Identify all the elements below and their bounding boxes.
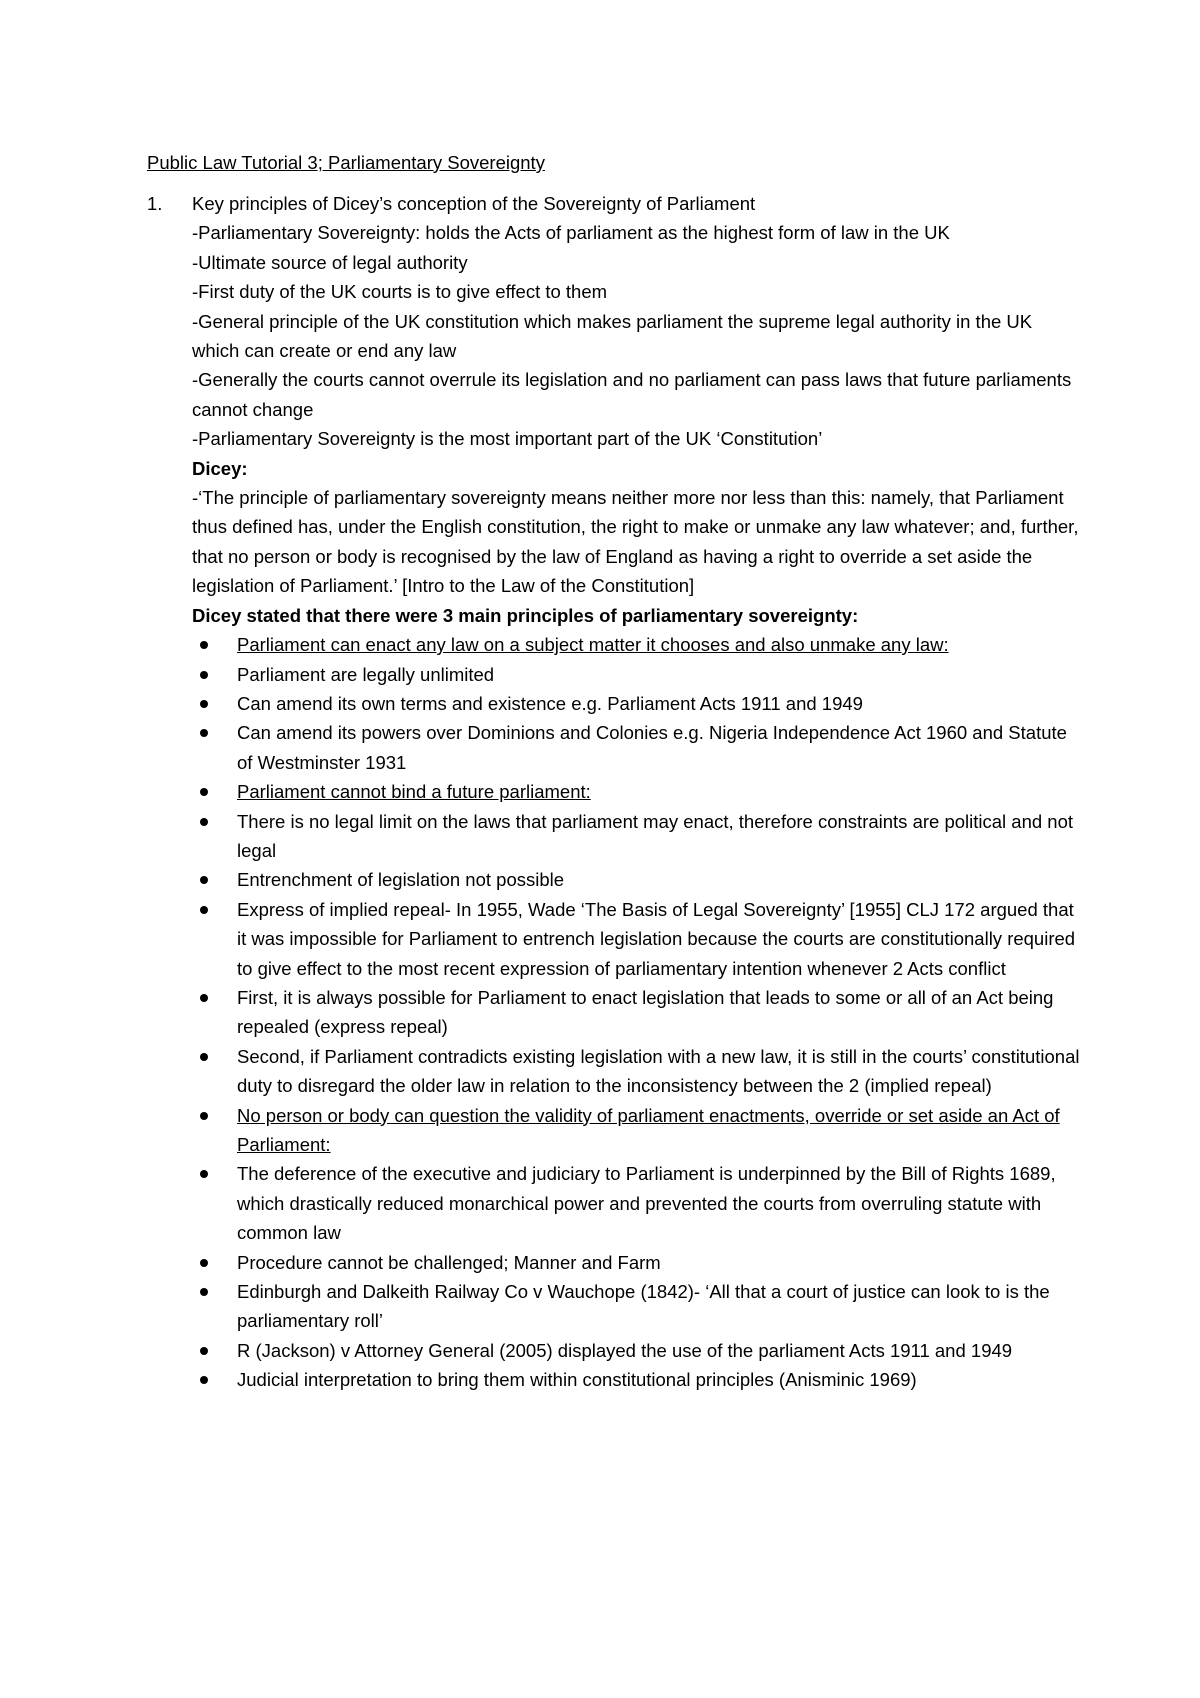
intro-line-4: -General principle of the UK constitution which makes parliament the supreme legal authority in the UK which can create or end any law [192, 310, 1033, 362]
bullet-icon [200, 729, 208, 737]
bullet-text: Second, if Parliament contradicts existing legislation with a new law, it is still in the courts’ constitutional duty to disregard the older law in relation to the inconsistency between the 2 (implied repeal) [237, 1045, 1080, 1097]
bullet-text: Entrenchment of legislation not possible [237, 869, 565, 891]
list-item [192, 1277, 1080, 1336]
bullet-text: Parliament are legally unlimited [237, 663, 495, 685]
intro-line-3: -First duty of the UK courts is to give effect to them [192, 281, 608, 303]
bullet-text: Judicial interpretation to bring them within constitutional principles (Anisminic 1969) [237, 1369, 917, 1391]
question-number: 1. [147, 193, 163, 214]
intro-line-6: -Parliamentary Sovereignty is the most important part of the UK ‘Constitution’ [192, 428, 823, 450]
list-item [192, 807, 1080, 866]
intro-line-2: -Ultimate source of legal authority [192, 251, 468, 273]
dicey-heading: Dicey: [192, 457, 248, 479]
list-item [192, 718, 1080, 777]
bullet-icon [200, 1112, 208, 1120]
principles-list [192, 630, 1080, 1395]
list-item [192, 1336, 1080, 1365]
bullet-text: The deference of the executive and judiciary to Parliament is underpinned by the Bill of Rights 1689, which drastically reduced monarchical power and prevented the courts from overruling statute with common law [237, 1163, 1056, 1244]
bullet-icon [200, 1170, 208, 1178]
bullet-icon [200, 641, 208, 649]
bullet-text: Edinburgh and Dalkeith Railway Co v Wauchope (1842)- ‘All that a court of justice can look to is the parliamentary roll’ [237, 1281, 1050, 1332]
bullet-icon [200, 906, 208, 914]
bullet-text: Can amend its powers over Dominions and Colonies e.g. Nigeria Independence Act 1960 and Statute of Westminster 1931 [237, 722, 1067, 773]
bullet-icon [200, 700, 208, 708]
bullet-icon [200, 671, 208, 679]
intro-line-1: -Parliamentary Sovereignty: holds the Acts of parliament as the highest form of law in the UK [192, 222, 950, 244]
principle-heading-3: No person or body can question the validity of parliament enactments, override or set aside an Act of Parliament: [237, 1104, 1060, 1155]
list-item [192, 865, 1080, 894]
bullet-text: First, it is always possible for Parliament to enact legislation that leads to some or all of an Act being repealed (express repeal) [237, 986, 1054, 1038]
list-item [192, 1159, 1080, 1247]
document-title: Public Law Tutorial 3; Parliamentary Sovereignty [147, 152, 545, 173]
list-item [192, 660, 1080, 689]
question-block [147, 189, 1080, 1395]
bullet-icon [200, 1347, 208, 1355]
bullet-icon [200, 1053, 208, 1061]
bullet-icon [200, 1376, 208, 1384]
list-item [192, 1101, 1080, 1160]
bullet-icon [200, 876, 208, 884]
list-item [192, 777, 1080, 806]
bullet-text: Express of implied repeal- In 1955, Wade ‘The Basis of Legal Sovereignty’ [1955] CLJ 172 argued that it was impossible for Parliament to entrench legislation because the courts are constitutionally required to give effect to the most recent expression of parliamentary intention whenever 2 Acts conflict [237, 898, 1076, 979]
principles-heading: Dicey stated that there were 3 main principles of parliamentary sovereignty: [192, 604, 859, 626]
list-item [192, 1365, 1080, 1394]
bullet-text: R (Jackson) v Attorney General (2005) displayed the use of the parliament Acts 1911 and 1949 [237, 1339, 1013, 1361]
list-item [192, 1248, 1080, 1277]
bullet-icon [200, 994, 208, 1002]
list-item [192, 1042, 1080, 1101]
bullet-icon [200, 818, 208, 826]
bullet-text: Procedure cannot be challenged; Manner and Farm [237, 1251, 661, 1273]
list-item [192, 895, 1080, 983]
bullet-icon [200, 1259, 208, 1267]
bullet-text: Can amend its own terms and existence e.g. Parliament Acts 1911 and 1949 [237, 692, 863, 714]
intro-line-5: -Generally the courts cannot overrule its legislation and no parliament can pass laws that future parliaments cannot change [192, 369, 1072, 420]
dicey-quote: -‘The principle of parliamentary sovereignty means neither more nor less than this: namely, that Parliament thus defined has, under the English constitution, the right to make or unmake any law whatever; and, further, that no person or body is recognised by the law of England as having a right to override a set aside the legislation of Parliament.’ [Intro to the Law of the Constitution] [192, 487, 1079, 597]
list-item [192, 983, 1080, 1042]
question-text: Key principles of Dicey’s conception of the Sovereignty of Parliament [192, 193, 756, 214]
bullet-icon [200, 788, 208, 796]
principle-heading-2: Parliament cannot bind a future parliament: [237, 781, 591, 803]
principle-heading-1: Parliament can enact any law on a subject matter it chooses and also unmake any law: [237, 634, 949, 656]
bullet-icon [200, 1288, 208, 1296]
list-item [192, 689, 1080, 718]
bullet-text: There is no legal limit on the laws that parliament may enact, therefore constraints are political and not legal [237, 810, 1074, 861]
list-item [192, 630, 1080, 659]
